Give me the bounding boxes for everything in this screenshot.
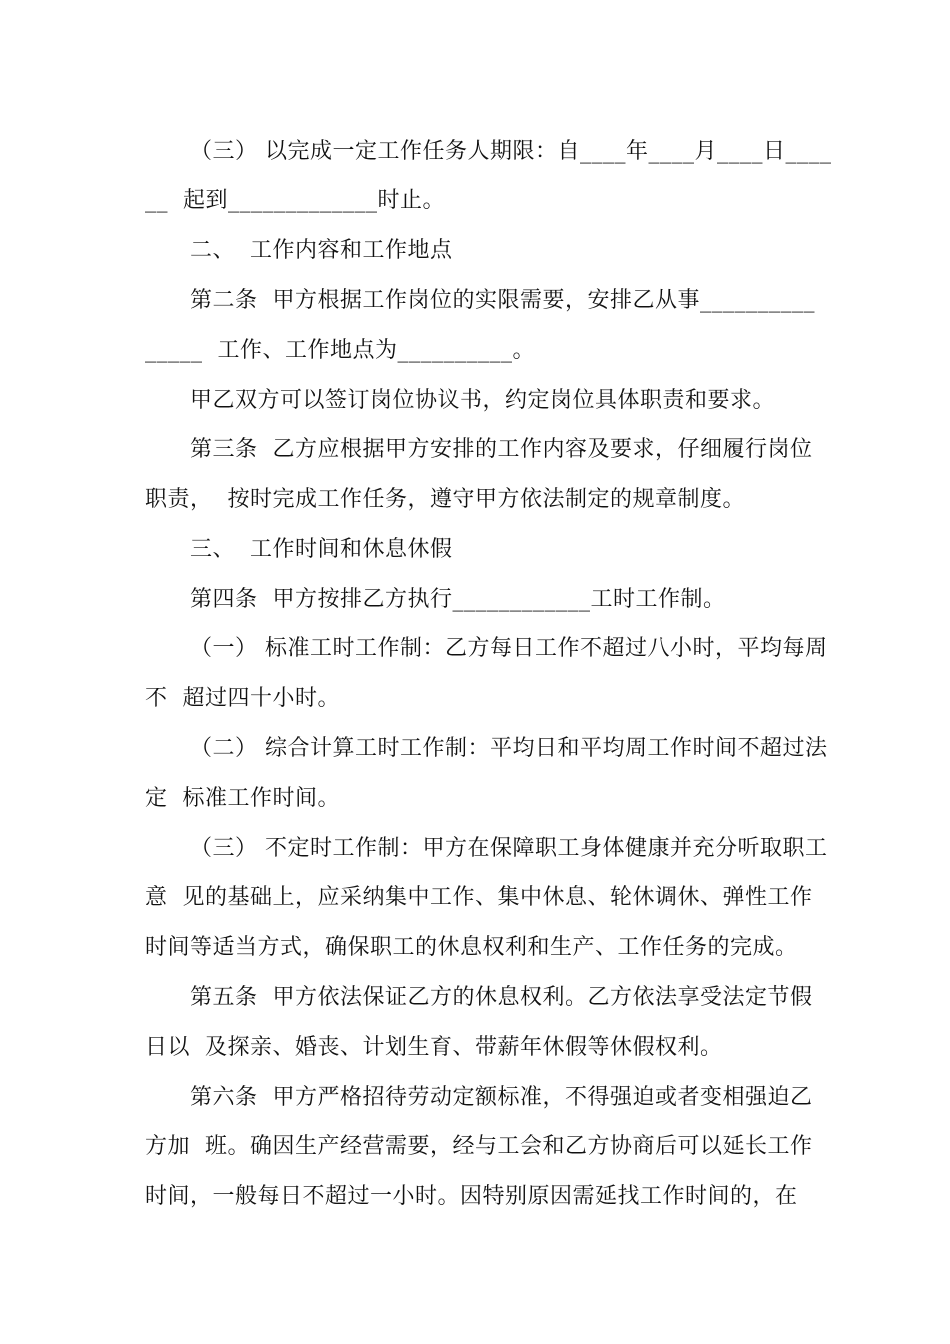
paragraph-line: 时间等适当方式，确保职工的休息权利和生产、工作任务的完成。 [145, 935, 798, 960]
paragraph-line: 第二条 甲方根据工作岗位的实限需要，安排乙从事__________ [190, 288, 815, 313]
paragraph-line: 定 标准工作时间。 [145, 786, 340, 811]
paragraph-line: 第五条 甲方依法保证乙方的休息权利。乙方依法享受法定节假 [190, 985, 813, 1010]
paragraph-line: （三） 不定时工作制：甲方在保障职工身体健康并充分听取职工 [190, 836, 828, 861]
paragraph-line: （三） 以完成一定工作任务人期限：自____年____月____日____ [190, 139, 832, 164]
paragraph-line: 第三条 乙方应根据甲方安排的工作内容及要求，仔细履行岗位 [190, 437, 813, 462]
section-heading: 三、 工作时间和休息休假 [190, 537, 453, 562]
paragraph-line: 方加 班。确因生产经营需要，经与工会和乙方协商后可以延长工作 [145, 1134, 813, 1159]
paragraph-line: 日以 及探亲、婚丧、计划生育、带薪年休假等休假权利。 [145, 1035, 723, 1060]
paragraph-line: 时间，一般每日不超过一小时。因特别原因需延找工作时间的，在 [145, 1184, 798, 1209]
section-heading: 二、 工作内容和工作地点 [190, 238, 453, 263]
paragraph-line: __ 起到_____________时止。 [145, 188, 445, 213]
paragraph-line: _____ 工作、工作地点为__________。 [145, 338, 535, 363]
paragraph-line: 第六条 甲方严格招待劳动定额标准，不得强迫或者变相强迫乙 [190, 1085, 813, 1110]
paragraph-line: 意 见的基础上，应采纳集中工作、集中休息、轮休调休、弹性工作 [145, 885, 813, 910]
paragraph-line: 第四条 甲方按排乙方执行____________工时工作制。 [190, 587, 726, 612]
paragraph-line: 甲乙双方可以签订岗位协议书，约定岗位具体职责和要求。 [190, 388, 776, 413]
paragraph-line: 不 超过四十小时。 [145, 686, 340, 711]
paragraph-line: 职责， 按时完成工作任务，遵守甲方依法制定的规章制度。 [145, 487, 745, 512]
paragraph-line: （二） 综合计算工时工作制：平均日和平均周工作时间不超过法 [190, 736, 828, 761]
paragraph-line: （一） 标准工时工作制：乙方每日工作不超过八小时，平均每周 [190, 636, 828, 661]
